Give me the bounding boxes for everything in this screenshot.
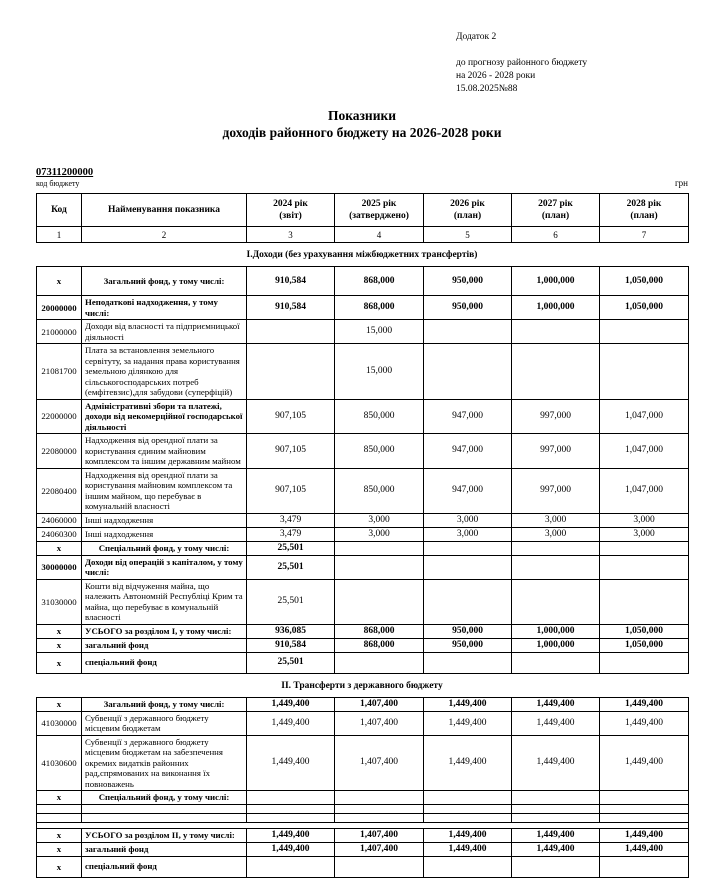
value-cell: 950,000 [424,267,512,296]
value-cell [335,791,424,805]
value-cell: 997,000 [512,468,600,513]
value-cell [247,856,335,877]
value-cell [512,652,600,673]
name-cell: Кошти від відчуження майна, що належить Автономній Республіці Крим та майна, що перебуває в комунальній власності [82,579,247,624]
value-cell: 1,449,400 [424,697,512,711]
value-cell: 1,050,000 [600,296,689,320]
value-cell [247,320,335,344]
value-cell [512,555,600,579]
table-row [37,652,689,673]
value-cell: 1,449,400 [424,842,512,856]
column-header-code: Код [37,194,82,227]
value-cell [424,856,512,877]
page-title-line2: доходів районного бюджету на 2026-2028 роки [222,125,502,140]
table-row [37,791,689,805]
value-cell [424,320,512,344]
table-row [37,399,689,434]
code-cell [37,813,82,822]
code-cell: 41030600 [37,735,82,791]
name-cell: Доходи від власності та підприємницької діяльності [82,320,247,344]
value-cell: 1,449,400 [247,828,335,842]
code-cell: х [37,638,82,652]
year-sublabel: (план) [541,211,570,221]
code-cell: 21000000 [37,320,82,344]
value-cell: 1,047,000 [600,468,689,513]
value-cell: 950,000 [424,296,512,320]
column-number: 4 [335,227,424,243]
code-cell: 41030000 [37,711,82,735]
column-header-2028 [600,194,689,227]
code-cell: х [37,624,82,638]
name-cell: Субвенції з державного бюджету місцевим бюджетам [82,711,247,735]
value-cell: 947,000 [424,468,512,513]
section-heading: І.Доходи (без урахування міжбюджетних трансфертів) [246,250,478,260]
appendix-gap [456,44,688,57]
table-row [37,735,689,791]
budget-code-row [36,167,688,188]
table-row [37,828,689,842]
value-cell: 15,000 [335,320,424,344]
table-row [37,541,689,555]
value-cell: 868,000 [335,296,424,320]
value-cell: 1,449,400 [424,735,512,791]
code-cell: х [37,541,82,555]
column-header-name: Найменування показника [82,194,247,227]
page-title-line1: Показники [327,108,397,123]
value-cell: 1,449,400 [247,842,335,856]
value-cell: 1,449,400 [247,735,335,791]
value-cell [512,813,600,822]
table-row [37,579,689,624]
value-cell [424,555,512,579]
value-cell: 3,000 [600,513,689,527]
code-cell: 24060000 [37,513,82,527]
value-cell: 1,449,400 [600,735,689,791]
value-cell [247,344,335,400]
value-cell [512,541,600,555]
column-header-2027 [512,194,600,227]
value-cell [512,579,600,624]
table-row [37,267,689,296]
value-cell [424,813,512,822]
table-row [37,624,689,638]
code-cell: х [37,791,82,805]
value-cell: 1,449,400 [247,697,335,711]
table-row [37,813,689,822]
column-header-2025 [335,194,424,227]
table-row [37,513,689,527]
value-cell [335,813,424,822]
table-row [37,320,689,344]
value-cell: 1,050,000 [600,267,689,296]
value-cell: 25,501 [247,579,335,624]
column-number: 5 [424,227,512,243]
code-cell: 24060300 [37,527,82,541]
value-cell [512,320,600,344]
code-cell: 20000000 [37,296,82,320]
document-content [36,0,688,878]
section-heading: ІІ. Трансферти з державного бюджету [281,680,443,691]
value-cell [424,344,512,400]
table-row [37,842,689,856]
section-table [36,697,689,878]
value-cell [335,555,424,579]
section-table [36,266,689,674]
column-header-2024 [247,194,335,227]
value-cell: 850,000 [335,399,424,434]
value-cell [424,791,512,805]
value-cell: 997,000 [512,399,600,434]
value-cell: 850,000 [335,434,424,469]
value-cell: 868,000 [335,638,424,652]
value-cell [247,804,335,813]
name-cell: Спеціальний фонд, у тому числі: [82,791,247,805]
name-cell: УСЬОГО за розділом І, у тому числі: [82,624,247,638]
name-cell: Плата за встановлення земельного сервітуту, за надання права користування земельною ділянкою для сільськогосподарських потреб (емфітевзис),для забудови (суперфіцій) [82,344,247,400]
code-cell: 30000000 [37,555,82,579]
value-cell: 3,000 [335,513,424,527]
value-cell [600,344,689,400]
value-cell [600,856,689,877]
value-cell [512,791,600,805]
value-cell [600,320,689,344]
table-row [37,468,689,513]
code-cell: 22080400 [37,468,82,513]
value-cell: 3,000 [424,527,512,541]
value-cell [247,813,335,822]
value-cell [424,579,512,624]
column-header-2026 [424,194,512,227]
value-cell [512,804,600,813]
value-cell: 1,449,400 [424,711,512,735]
table-row [37,711,689,735]
value-cell: 1,449,400 [247,711,335,735]
table-row [37,856,689,877]
table-row [37,697,689,711]
value-cell: 1,000,000 [512,296,600,320]
column-number: 1 [37,227,82,243]
code-cell: х [37,828,82,842]
name-cell: Адміністративні збори та платежі, доходи від некомерційної господарської діяльності [82,399,247,434]
name-cell: Інші надходження [82,527,247,541]
name-cell: Загальний фонд, у тому числі: [82,267,247,296]
value-cell: 1,449,400 [600,697,689,711]
value-cell: 1,047,000 [600,434,689,469]
name-cell: Спеціальний фонд, у тому числі: [82,541,247,555]
value-cell [600,579,689,624]
value-cell [335,541,424,555]
value-cell: 997,000 [512,434,600,469]
value-cell [424,541,512,555]
value-cell: 1,050,000 [600,624,689,638]
name-cell: загальний фонд [82,842,247,856]
value-cell: 950,000 [424,638,512,652]
appendix-block [456,0,688,96]
value-cell: 1,449,400 [512,828,600,842]
table-row [37,804,689,813]
name-cell: Неподаткові надходження, у тому числі: [82,296,247,320]
appendix-number: Додаток 2 [456,32,497,42]
value-cell [600,541,689,555]
value-cell: 1,449,400 [512,711,600,735]
value-cell [512,856,600,877]
code-cell [37,804,82,813]
value-cell: 1,000,000 [512,267,600,296]
value-cell: 1,407,400 [335,828,424,842]
budget-code: 07311200000 [36,167,94,178]
budget-code-block [36,167,93,188]
value-cell: 1,407,400 [335,735,424,791]
value-cell: 1,449,400 [512,697,600,711]
value-cell: 1,407,400 [335,842,424,856]
value-cell: 1,449,400 [424,828,512,842]
value-cell: 3,000 [424,513,512,527]
value-cell: 947,000 [424,399,512,434]
value-cell: 3,479 [247,527,335,541]
value-cell: 910,584 [247,267,335,296]
value-cell: 910,584 [247,296,335,320]
code-cell: х [37,267,82,296]
table-row [37,555,689,579]
value-cell: 907,105 [247,468,335,513]
code-cell: 22000000 [37,399,82,434]
value-cell [335,579,424,624]
value-cell: 1,449,400 [600,711,689,735]
name-cell: спеціальний фонд [82,652,247,673]
appendix-years: на 2026 - 2028 роки [456,71,536,81]
code-cell: 21081700 [37,344,82,400]
code-cell: х [37,842,82,856]
value-cell: 1,407,400 [335,697,424,711]
year-sublabel: (план) [630,211,658,221]
value-cell: 936,085 [247,624,335,638]
year-sublabel: (план) [453,211,482,221]
table-header [36,193,689,243]
value-cell: 947,000 [424,434,512,469]
value-cell [424,652,512,673]
value-cell [600,804,689,813]
name-cell [82,813,247,822]
name-cell [82,804,247,813]
value-cell: 1,449,400 [512,842,600,856]
table-row [37,296,689,320]
value-cell: 1,449,400 [600,842,689,856]
value-cell: 850,000 [335,468,424,513]
value-cell: 3,000 [512,513,600,527]
table-row [37,344,689,400]
year-label: 2027 рік [538,199,573,209]
code-cell: х [37,856,82,877]
year-sublabel: (звіт) [279,211,302,221]
value-cell [600,791,689,805]
appendix-date: 15.08.2025№88 [456,84,518,94]
header-row [37,194,689,227]
value-cell: 3,000 [335,527,424,541]
name-cell: загальний фонд [82,638,247,652]
value-cell: 3,000 [512,527,600,541]
table-row [37,638,689,652]
appendix-reference: до прогнозу районного бюджету [456,58,588,68]
currency-label: грн [674,178,688,188]
code-cell: х [37,697,82,711]
value-cell: 3,000 [600,527,689,541]
column-number: 2 [82,227,247,243]
table-row [37,527,689,541]
name-cell: Доходи від операцій з капіталом, у тому числі: [82,555,247,579]
name-cell: Загальний фонд, у тому числі: [82,697,247,711]
column-number: 7 [600,227,689,243]
name-cell: Інші надходження [82,513,247,527]
value-cell: 25,501 [247,652,335,673]
value-cell: 1,050,000 [600,638,689,652]
value-cell: 1,000,000 [512,624,600,638]
column-number: 3 [247,227,335,243]
value-cell [335,652,424,673]
value-cell [600,813,689,822]
value-cell [600,652,689,673]
name-cell: Субвенції з державного бюджету місцевим бюджетам на забезпечення окремих видатків районних рад,спрямованих на виконання їх повноважень [82,735,247,791]
page-title [36,107,688,141]
year-label: 2025 рік [361,199,397,209]
value-cell: 25,501 [247,541,335,555]
value-cell [335,856,424,877]
table-sections [36,243,688,878]
value-cell: 3,479 [247,513,335,527]
value-cell: 1,449,400 [512,735,600,791]
name-cell: Надходження від орендної плати за користування єдиним майновим комплексом та іншим державним майном [82,434,247,469]
value-cell: 868,000 [335,624,424,638]
code-cell: 22080000 [37,434,82,469]
value-cell: 1,047,000 [600,399,689,434]
budget-code-label: код бюджету [36,179,80,188]
year-label: 2024 рік [273,199,308,209]
value-cell: 868,000 [335,267,424,296]
value-cell [247,791,335,805]
value-cell: 907,105 [247,399,335,434]
value-cell: 907,105 [247,434,335,469]
value-cell: 1,449,400 [600,828,689,842]
name-cell: спеціальний фонд [82,856,247,877]
value-cell: 1,000,000 [512,638,600,652]
value-cell [600,555,689,579]
column-number-row [37,227,689,243]
year-sublabel: (затверджено) [349,211,409,221]
year-label: 2028 рік [626,199,662,209]
value-cell [424,804,512,813]
column-number: 6 [512,227,600,243]
value-cell [512,344,600,400]
code-cell: 31030000 [37,579,82,624]
value-cell: 25,501 [247,555,335,579]
code-cell: х [37,652,82,673]
value-cell: 950,000 [424,624,512,638]
year-label: 2026 рік [450,199,485,209]
value-cell: 910,584 [247,638,335,652]
name-cell: УСЬОГО за розділом ІІ, у тому числі: [82,828,247,842]
value-cell: 15,000 [335,344,424,400]
name-cell: Надходження від орендної плати за користування майновим комплексом та іншим майном, що перебуває в комунальній власності [82,468,247,513]
value-cell [335,804,424,813]
table-row [37,434,689,469]
value-cell: 1,407,400 [335,711,424,735]
